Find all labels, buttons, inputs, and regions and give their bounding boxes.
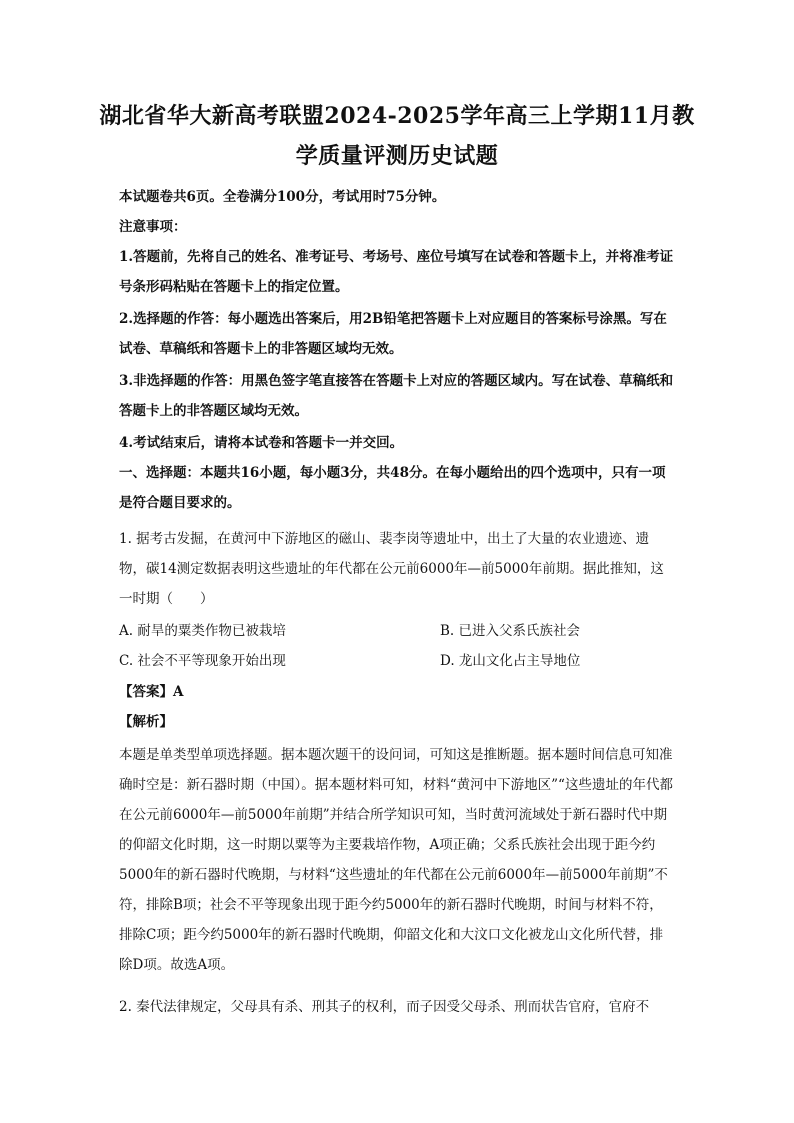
question-2-stem: 2. 秦代法律规定，父母具有杀、刑其子的权利，而子因受父母杀、刑而状告官府，官府不 bbox=[119, 999, 650, 1015]
question-1-option-a: A. 耐旱的粟类作物已被栽培 bbox=[119, 623, 286, 639]
question-1-stem: 1. 据考古发掘，在黄河中下游地区的磁山、裴李岗等遗址中，出土了大量的农业遗迹、遗物，碳14测定数据表明这些遗址的年代都在公元前6000年—前5000年前期。据此推知，这一时期（ ） bbox=[119, 531, 664, 607]
question-1-answer: 【答案】A bbox=[119, 684, 184, 700]
note-item-4: 4.考试结束后，请将本试卷和答题卡一并交回。 bbox=[119, 435, 404, 451]
note-item-3: 3.非选择题的作答：用黑色签字笔直接答在答题卡上对应的答题区域内。写在试卷、草稿纸和答题卡上的非答题区域均无效。 bbox=[119, 373, 674, 419]
question-1-analysis-label: 【解析】 bbox=[119, 714, 173, 730]
question-1-analysis: 本题是单类型单项选择题。据本题次题干的设问词，可知这是推断题。据本题时间信息可知准确时空是：新石器时期（中国）。据本题材料可知，材料“黄河中下游地区”“这些遗址的年代都在公元前6000年—前5000年前期”并结合所学知识可知，当时黄河流域处于新石器时代中期的仰韶文化时期，这一时期以粟等为主要栽培作物，A项正确；父系氏族社会出现于距今约5000年的新石器时代晚期，与材料“这些遗址的年代都在公元前6000年—前5000年前期”不符，排除B项；社会不平等现象出现于距今约5000年的新石器时代晚期，时间与材料不符，排除C项；距今约5000年的新石器时代晚期，仰韶文化和大汶口文化被龙山文化所代替，排除D项。故选A项。 bbox=[119, 747, 673, 973]
question-1-option-c: C. 社会不平等现象开始出现 bbox=[119, 653, 286, 669]
intro-text: 本试题卷共6页。全卷满分100分，考试用时75分钟。 bbox=[119, 189, 446, 205]
question-1-option-b: B. 已进入父系氏族社会 bbox=[440, 623, 581, 639]
title-line-2: 学质量评测历史试题 bbox=[295, 143, 499, 169]
notes-heading: 注意事项： bbox=[119, 219, 187, 235]
note-item-1: 1.答题前，先将自己的姓名、准考证号、考场号、座位号填写在试卷和答题卡上，并将准考证号条形码粘贴在答题卡上的指定位置。 bbox=[119, 249, 674, 295]
section-1-heading: 一、选择题：本题共16小题，每小题3分，共48分。在每小题给出的四个选项中，只有一项是符合题目要求的。 bbox=[119, 465, 666, 511]
question-1-option-d: D. 龙山文化占主导地位 bbox=[440, 653, 581, 669]
title-line-1: 湖北省华大新高考联盟2024-2025学年高三上学期11月教 bbox=[99, 103, 695, 129]
note-item-2: 2.选择题的作答：每小题选出答案后，用2B铅笔把答题卡上对应题目的答案标号涂黑。写在试卷、草稿纸和答题卡上的非答题区域均无效。 bbox=[119, 311, 667, 357]
page-title bbox=[96, 96, 698, 176]
